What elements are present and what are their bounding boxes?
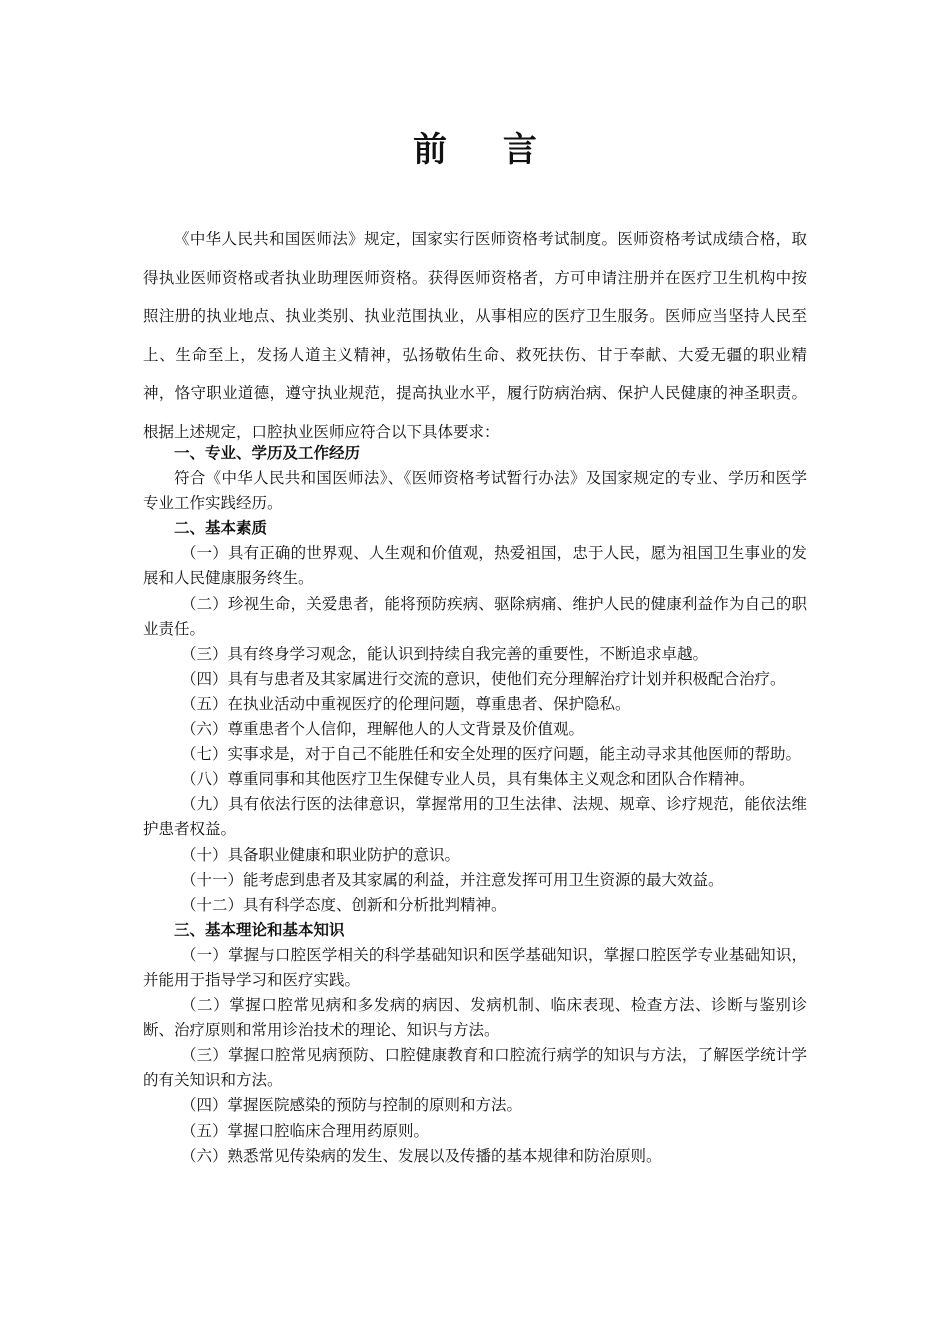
list-item: （七）实事求是，对于自己不能胜任和安全处理的医疗问题，能主动寻求其他医师的帮助。 (181, 745, 802, 764)
list-item: （四）具有与患者及其家属进行交流的意识，使他们充分理解治疗计划并积极配合治疗。 (181, 669, 786, 688)
list-item: （六）熟悉常见传染病的发生、发展以及传播的基本规律和防治原则。 (181, 1146, 662, 1165)
list-item: （四）掌握医院感染的预防与控制的原则和方法。 (181, 1096, 523, 1115)
list-item: （二）掌握口腔常见病和多发病的病因、发病机制、临床表现、检查方法、诊断与鉴别诊断、治疗原则和常用诊治技术的理论、知识与方法。 (143, 996, 807, 1040)
list-item: （一）掌握与口腔医学相关的科学基础知识和医学基础知识，掌握口腔医学专业基础知识，并能用于指导学习和医疗实践。 (143, 945, 807, 989)
list-item: （五）掌握口腔临床合理用药原则。 (181, 1121, 430, 1140)
list-item: （六）尊重患者个人信仰，理解他人的人文背景及价值观。 (181, 720, 585, 739)
body-block (143, 441, 807, 1169)
list-item: （八）尊重同事和其他医疗卫生保健专业人员，具有集体主义观念和团队合作精神。 (181, 770, 755, 789)
section-paragraph: 符合《中华人民共和国医师法》、《医师资格考试暂行办法》及国家规定的专业、学历和医学专业工作实践经历。 (143, 469, 807, 513)
list-item: （一）具有正确的世界观、人生观和价值观，热爱祖国，忠于人民，愿为祖国卫生事业的发展和人民健康服务终生。 (143, 544, 807, 588)
list-item: （二）珍视生命，关爱患者，能将预防疾病、驱除病痛、维护人民的健康利益作为自己的职业责任。 (143, 594, 807, 638)
list-item: （三）具有终身学习观念，能认识到持续自我完善的重要性，不断追求卓越。 (181, 644, 709, 663)
list-item: （十一）能考虑到患者及其家属的利益，并注意发挥可用卫生资源的最大效益。 (181, 870, 724, 889)
section-heading: 一、专业、学历及工作经历 (174, 444, 361, 462)
list-item: （十二）具有科学态度、创新和分析批判精神。 (181, 895, 507, 914)
page-title: 前 言 (413, 130, 559, 170)
list-item: （五）在执业活动中重视医疗的伦理问题，尊重患者、保护隐私。 (181, 694, 631, 713)
intro-paragraph: 《中华人民共和国医师法》规定，国家实行医师资格考试制度。医师资格考试成绩合格，取得执业医师资格或者执业助理医师资格。获得医师资格者，方可申请注册并在医疗卫生机构中按照注册的执业地点、执业类别、执业范围执业，从事相应的医疗卫生服务。医师应当坚持人民至上、生命至上，发扬人道主义精神，弘扬敬佑生命、救死扶伤、甘于奉献、大爱无疆的职业精神，恪守职业道德，遵守执业规范，提高执业水平，履行防病治病、保护人民健康的神圣职责。根据上述规定，口腔执业医师应符合以下具体要求： (143, 230, 807, 441)
section-heading: 三、基本理论和基本知识 (174, 920, 345, 939)
list-item: （九）具有依法行医的法律意识，掌握常用的卫生法律、法规、规章、诊疗规范，能依法维护患者权益。 (143, 795, 807, 839)
intro-block (143, 220, 807, 452)
list-item: （三）掌握口腔常见病预防、口腔健康教育和口腔流行病学的知识与方法，了解医学统计学的有关知识和方法。 (143, 1046, 807, 1090)
list-item: （十）具备职业健康和职业防护的意识。 (181, 845, 461, 864)
section-heading: 二、基本素质 (174, 519, 268, 538)
